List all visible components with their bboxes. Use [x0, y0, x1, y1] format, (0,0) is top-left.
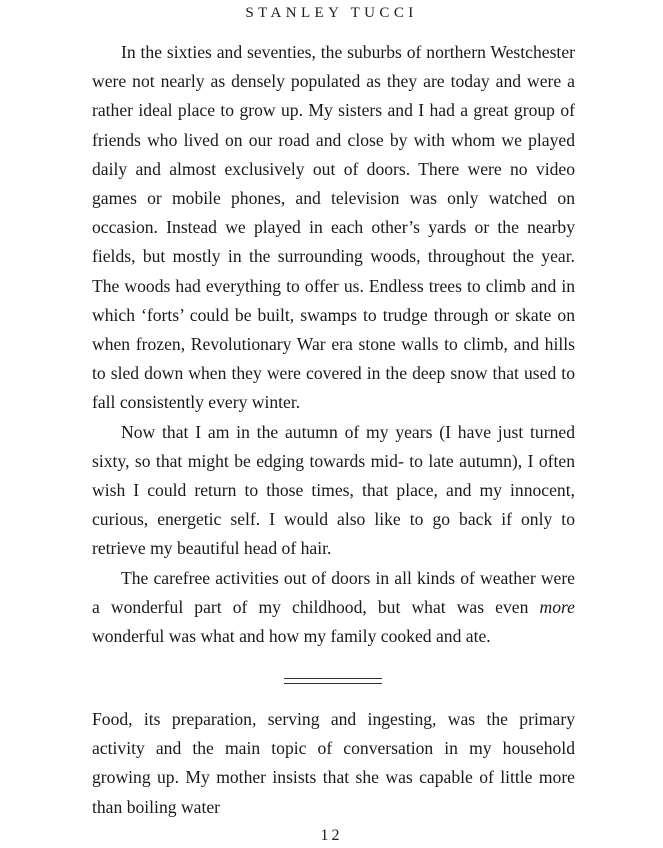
paragraph-3 [92, 564, 575, 652]
running-head: STANLEY TUCCI [245, 5, 418, 21]
paragraph-1: In the sixties and seventies, the suburbs of northern Westchester were not nearly as densely populated as they are today and were a rather ideal place to grow up. My sisters and I had a great group of friends who lived on our road and close by with whom we played daily and almost exclusively out of doors. There were no video games or mobile phones, and television was only watched on occasion. Instead we played in each other’s yards or the nearby fields, but mostly in the surrounding woods, throughout the year. The woods had everything to offer us. Endless trees to climb and in which ‘forts’ could be built, swamps to trudge through or skate on when frozen, Revolutionary War era stone walls to climb, and hills to sled down when they were covered in the deep snow that used to fall consistently every winter. [92, 42, 575, 413]
paragraph-4: Food, its preparation, serving and ingesting, was the primary activity and the main topic of conversation in my household growing up. My mother insists that she was capable of little more than boiling water [92, 709, 575, 817]
page-number: 12 [320, 827, 343, 844]
body-text-section-2 [92, 705, 575, 822]
paragraph-3-before: The carefree activities out of doors in all kinds of weather were a wonderful part of my childhood, but what was even [92, 567, 575, 617]
paragraph-3-after: wonderful was what and how my family cooked and ate. [92, 626, 491, 647]
section-break-ornament [284, 678, 382, 684]
body-text [92, 38, 575, 651]
paragraph-2: Now that I am in the autumn of my years (I have just turned sixty, so that might be edging towards mid- to late autumn), I often wish I could return to those times, that place, and my innocent, curious, energetic self. I would also like to go back if only to retrieve my beautiful head of hair. [92, 421, 575, 559]
paragraph-3-emphasis: more [539, 596, 575, 617]
